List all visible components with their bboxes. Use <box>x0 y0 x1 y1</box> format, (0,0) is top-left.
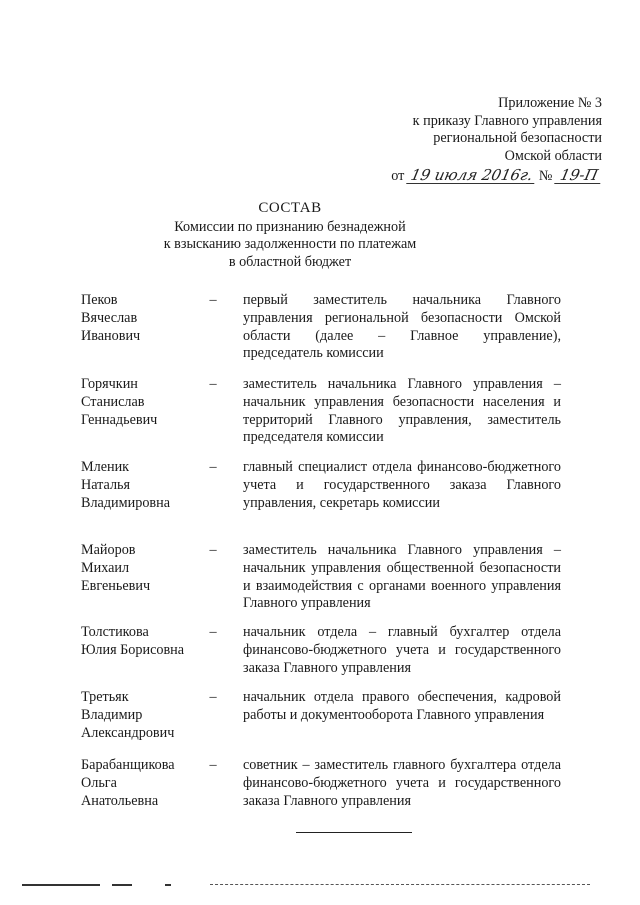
order-date-line <box>391 167 602 186</box>
appendix-block <box>391 95 602 186</box>
document-heading <box>150 200 430 271</box>
member-patronymic: Владимировна <box>81 494 170 511</box>
member-role <box>243 376 561 447</box>
handwritten-number: 19-П <box>554 167 604 184</box>
member-first-name: Владимир <box>81 706 143 723</box>
role-line: заказа Главного управления <box>243 792 412 809</box>
member-name <box>81 376 201 429</box>
role-line: управления, секретарь комиссии <box>243 494 440 511</box>
role-line: председателя комиссии <box>243 429 384 446</box>
role-line: первый заместитель начальника Главного <box>243 292 561 308</box>
member-surname: Барабанщикова <box>81 757 175 773</box>
member-first-name: Ольга <box>81 774 117 791</box>
appendix-line-3: региональной безопасности <box>433 130 602 147</box>
member-role <box>243 292 561 363</box>
scan-artifact-line <box>22 884 100 886</box>
role-line: советник – заместитель главного бухгалтера отдела <box>243 757 561 773</box>
member-patronymic: Иванович <box>81 327 141 344</box>
role-line: начальник управления общественной безопасности <box>243 559 561 576</box>
member-surname: Пеков <box>81 292 118 308</box>
heading-line-1: Комиссии по признанию безнадежной <box>174 218 406 235</box>
member-name <box>81 459 201 512</box>
role-line: заместитель начальника Главного управления – <box>243 376 561 392</box>
closing-divider <box>296 832 412 833</box>
member-name <box>81 624 201 660</box>
member-dash: – <box>209 757 217 773</box>
heading-title: СОСТАВ <box>258 200 322 216</box>
member-role <box>243 624 561 677</box>
member-surname: Майоров <box>81 542 136 558</box>
member-dash: – <box>209 689 217 705</box>
member-role <box>243 689 561 725</box>
member-surname: Мленик <box>81 459 130 475</box>
member-first-name: Наталья <box>81 476 131 493</box>
role-line: Главного управления <box>243 595 371 612</box>
member-surname: Третьяк <box>81 689 129 705</box>
role-line: заказа Главного управления <box>243 659 412 676</box>
scan-artifact-line <box>210 884 590 885</box>
appendix-line-1: Приложение № 3 <box>498 95 602 111</box>
role-line: начальник отдела – главный бухгалтер отдела <box>243 624 561 640</box>
member-patronymic: Евгеньевич <box>81 577 151 594</box>
member-dash: – <box>209 376 217 392</box>
role-line: главный специалист отдела финансово-бюджетного <box>243 459 561 475</box>
role-line: начальник отдела правого обеспечения, кадровой <box>243 689 561 705</box>
member-patronymic: Анатольевна <box>81 792 159 809</box>
member-dash: – <box>209 542 217 558</box>
role-line: председатель комиссии <box>243 345 384 362</box>
member-role <box>243 459 561 512</box>
member-role <box>243 757 561 810</box>
scan-artifact-line <box>112 884 132 886</box>
heading-line-2: к взысканию задолженности по платежам <box>163 236 417 253</box>
role-line: учета и государственного заказа Главного <box>243 476 561 493</box>
role-line: работы и документооборота Главного управления <box>243 706 545 723</box>
member-surname: Горячкин <box>81 376 138 392</box>
member-first-name: Станислав <box>81 393 145 410</box>
member-dash: – <box>209 459 217 475</box>
role-line: финансово-бюджетного учета и государственного <box>243 641 561 658</box>
member-name <box>81 757 201 810</box>
handwritten-date: 19 июля 2016г. <box>406 167 537 184</box>
role-line: заместитель начальника Главного управления – <box>243 542 561 558</box>
date-prefix: от <box>391 168 405 185</box>
role-line: области (далее – Главное управление), <box>243 327 561 344</box>
member-name <box>81 292 201 345</box>
member-dash: – <box>209 292 217 308</box>
member-surname: Толстикова <box>81 624 149 640</box>
member-name <box>81 542 201 595</box>
member-dash: – <box>209 624 217 640</box>
role-line: и взаимодействия с органами военного управления <box>243 577 561 594</box>
heading-line-3: в областной бюджет <box>228 253 352 270</box>
role-line: территорий Главного управления, заместитель <box>243 411 561 428</box>
number-label: № <box>538 168 553 185</box>
member-name <box>81 689 201 742</box>
appendix-line-4: Омской области <box>504 147 602 164</box>
member-first-name: Вячеслав <box>81 309 138 326</box>
member-role <box>243 542 561 613</box>
appendix-line-2: к приказу Главного управления <box>412 112 602 129</box>
role-line: начальник управления безопасности населения и <box>243 393 561 410</box>
member-patronymic: Геннадьевич <box>81 411 158 428</box>
member-patronymic: Александрович <box>81 724 175 741</box>
role-line: управления региональной безопасности Омской <box>243 309 561 326</box>
member-first-name: Михаил <box>81 559 130 576</box>
role-line: финансово-бюджетного учета и государственного <box>243 774 561 791</box>
scan-artifact-line <box>165 884 171 886</box>
member-first-name: Юлия Борисовна <box>81 641 185 658</box>
